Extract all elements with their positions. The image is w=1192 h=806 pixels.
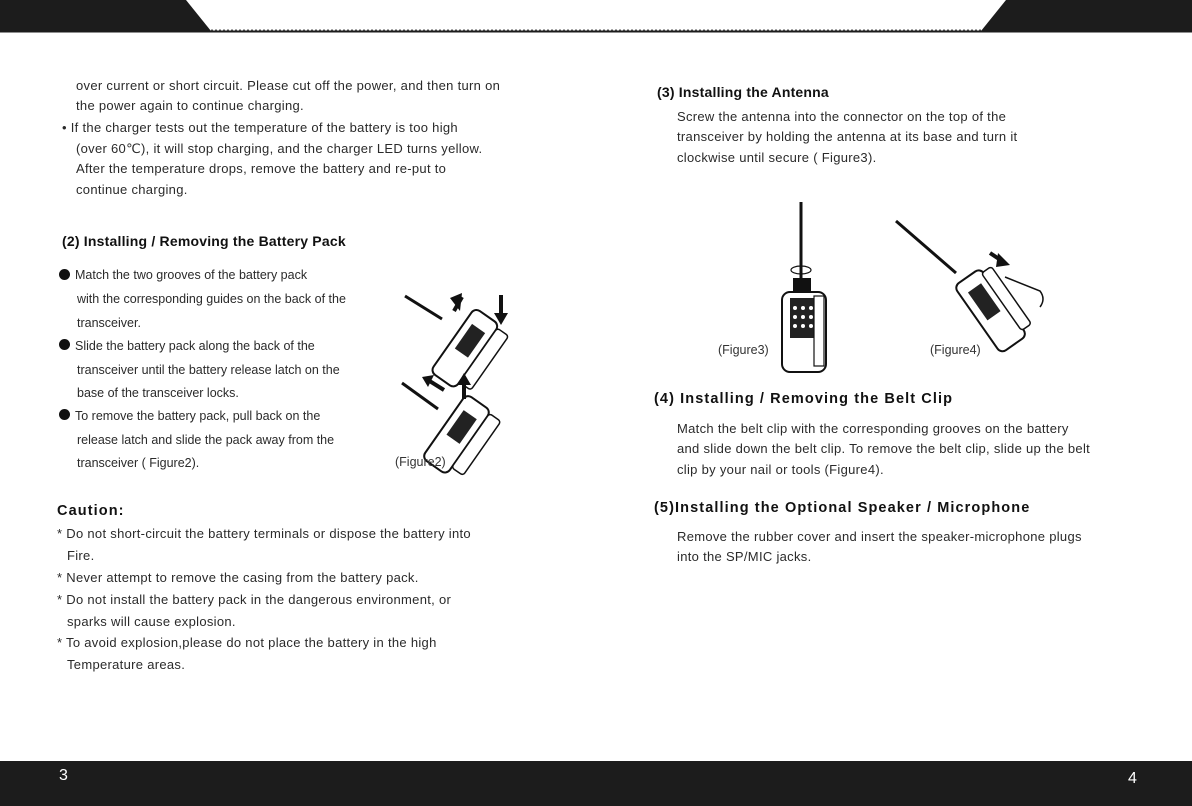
- antenna-line-1: Screw the antenna into the connector on the top of the: [677, 109, 1007, 124]
- figure4-caption: (Figure4): [930, 343, 981, 357]
- intro-line-6: continue charging.: [76, 182, 188, 197]
- battery-line-9: transceiver ( Figure2).: [77, 456, 200, 470]
- caution-line-6: * To avoid explosion,please do not place the battery in the high: [57, 635, 437, 650]
- page-number-right: 4: [1128, 770, 1137, 787]
- antenna-line-2: transceiver by holding the antenna at its base and turn it: [677, 129, 1018, 144]
- bullet-dot: [59, 269, 70, 280]
- battery-line-6: base of the transceiver locks.: [77, 386, 239, 400]
- caution-line-7: Temperature areas.: [67, 657, 186, 672]
- intro-line-1: over current or short circuit. Please cut off the power, and then turn on: [76, 78, 501, 93]
- page-number-left: 3: [59, 767, 68, 784]
- battery-line-8: release latch and slide the pack away from the: [77, 433, 335, 447]
- intro-line-2: the power again to continue charging.: [76, 98, 304, 113]
- bullet-dot: [59, 339, 70, 350]
- battery-line-3: transceiver.: [77, 316, 141, 330]
- caution-line-3: * Never attempt to remove the casing from the battery pack.: [57, 570, 419, 585]
- speaker-line-2: into the SP/MIC jacks.: [677, 549, 812, 564]
- battery-line-4: Slide the battery pack along the back of the: [75, 339, 315, 353]
- beltclip-line-2: and slide down the belt clip. To remove the belt clip, slide up the belt: [677, 441, 1091, 456]
- battery-line-7: To remove the battery pack, pull back on the: [75, 409, 321, 423]
- speaker-line-1: Remove the rubber cover and insert the speaker-microphone plugs: [677, 529, 1082, 544]
- figure4-illustration: [890, 215, 1050, 360]
- bottom-band: [0, 761, 1192, 806]
- antenna-heading: (3) Installing the Antenna: [657, 84, 829, 100]
- figure3-illustration: [770, 198, 840, 383]
- intro-line-5: After the temperature drops, remove the battery and re-put to: [76, 161, 447, 176]
- figure3-caption: (Figure3): [718, 343, 769, 357]
- battery-line-5: transceiver until the battery release latch on the: [77, 363, 340, 377]
- battery-line-1: Match the two grooves of the battery pack: [75, 268, 308, 282]
- intro-line-3: • If the charger tests out the temperature of the battery is too high: [62, 120, 458, 135]
- beltclip-heading: (4) Installing / Removing the Belt Clip: [654, 391, 954, 407]
- speaker-heading: (5)Installing the Optional Speaker / Microphone: [654, 500, 1031, 516]
- beltclip-line-3: clip by your nail or tools (Figure4).: [677, 462, 884, 477]
- top-band: [0, 0, 1192, 33]
- battery-heading: (2) Installing / Removing the Battery Pack: [62, 233, 346, 249]
- caution-line-2: Fire.: [67, 548, 95, 563]
- caution-line-1: * Do not short-circuit the battery terminals or dispose the battery into: [57, 526, 471, 541]
- caution-heading: Caution:: [57, 503, 125, 519]
- beltclip-line-1: Match the belt clip with the corresponding grooves on the battery: [677, 421, 1069, 436]
- intro-line-4: (over 60℃), it will stop charging, and the charger LED turns yellow.: [76, 141, 483, 156]
- caution-line-4: * Do not install the battery pack in the dangerous environment, or: [57, 592, 452, 607]
- bullet-dot: [59, 409, 70, 420]
- antenna-line-3: clockwise until secure ( Figure3).: [677, 150, 877, 165]
- figure2-caption: (Figure2): [395, 455, 446, 469]
- caution-line-5: sparks will cause explosion.: [67, 614, 236, 629]
- battery-line-2: with the corresponding guides on the back of the: [77, 292, 346, 306]
